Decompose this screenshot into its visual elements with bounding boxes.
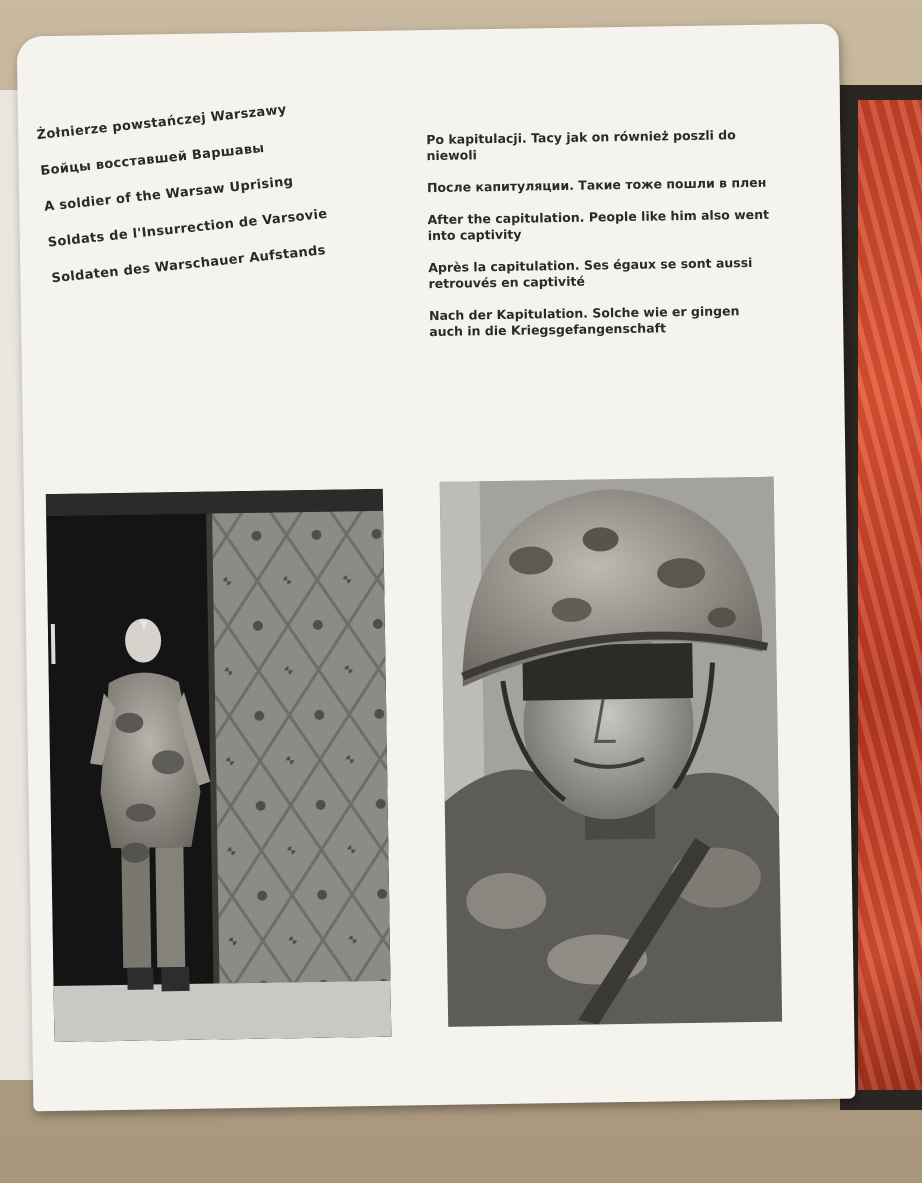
caption-right-ru: После капитуляции. Такие тоже пошли в плен [426,174,767,196]
caption-right-pl: Po kapitulacji. Tacy jak on również poszli do niewoli [426,127,736,164]
caption-left-fr: Soldats de l'Insurrection de Varsovie [47,206,329,251]
soldier-helmet-portrait-photo [440,477,783,1027]
caption-right-en: After the capitulation. People like him also went into captivity [427,206,770,244]
soldier-in-doorway-illustration [46,489,392,1042]
right-caption-block [426,127,774,356]
caption-left-pl: Żołnierze powstańczej Warszawy [36,102,288,144]
caption-right-fr: Après la capitulation. Ses égaux se sont aussi retrouvés en captivité [428,254,753,292]
caption-left-de: Soldaten des Warschauer Aufstands [50,243,327,287]
book-page [17,24,856,1112]
book-cover-red [858,100,922,1090]
caption-left-en: A soldier of the Warsaw Uprising [43,174,295,215]
soldier-in-doorway-photo [46,489,392,1042]
caption-left-ru: Бойцы восставшей Варшавы [39,140,266,179]
left-caption-block [36,102,329,308]
soldier-helmet-portrait-illustration [440,477,783,1027]
caption-right-de: Nach der Kapitulation. Solche wie er gingen auch in die Kriegsgefangenschaft [428,303,740,340]
